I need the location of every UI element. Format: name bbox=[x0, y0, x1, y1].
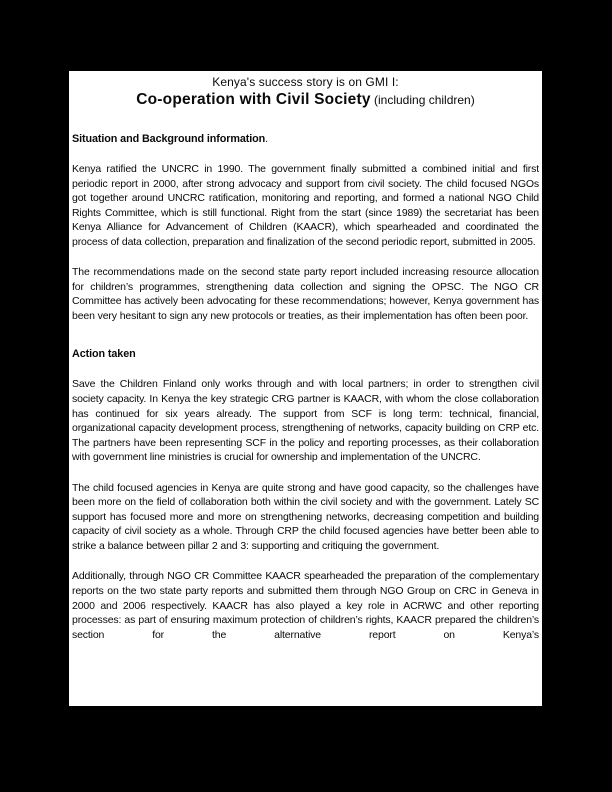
section-heading-action-taken-text: Action taken bbox=[72, 348, 136, 361]
body-paragraph: Kenya ratified the UNCRC in 1990. The government finally submitted a combined initial and first periodic report in 2000, after strong advocacy and support from civil society. The child focused NGOs got together around UNCRC ratification, monitoring and reporting, and formed a national NGO Child Rights Committee, which is still functional. Right from the start (since 1989) the secretariat has been Kenya Alliance for Advancement of Children (KAACR), which spearheaded and coordinated the process of data collection, preparation and finalization of the second periodic report, submitted in 2005. bbox=[72, 163, 539, 248]
document-title-suffix: (including children) bbox=[370, 93, 475, 107]
body-paragraph: The child focused agencies in Kenya are quite strong and have good capacity, so the challenges have been more on the field of collaboration both within the civil society and with the government. Lately SC support has focused more and more on strengthening networks, decreasing competition and building capacity of civil society as a whole. Through CRP the child focused agencies have better been able to strike a balance between pillar 2 and 3: supporting and critiquing the government. bbox=[72, 481, 539, 552]
body-paragraph-cut-off: Additionally, through NGO CR Committee KAACR spearheaded the preparation of the complementary reports on the two state party reports and submitted them through NGO Group on CRC in Geneva in 2000 and 2006 respectively. KAACR has also played a key role in ACRWC and other reporting processes: as part of ensuring maximum protection of children’s rights, KAACR prepared the children’s section for the alternative report on Kenya’s bbox=[72, 570, 539, 641]
document-title bbox=[72, 90, 539, 110]
section-heading-situation bbox=[72, 132, 539, 147]
header-subtitle: Kenya's success story is on GMI I: bbox=[212, 75, 399, 89]
body-paragraph: Save the Children Finland only works through and with local partners; in order to strengthen civil society capacity. In Kenya the key strategic CRG partner is KAACR, with whom the close collaboration has continued for six years already. The support from SCF is long term: technical, financial, organizational capacity development process, strengthening of networks, capacity building on CRP etc. The partners have been representing SCF in the policy and reporting processes, as their collaboration with government line ministries is crucial for ownership and implementation of the UNCRC. bbox=[72, 378, 539, 464]
document-page bbox=[69, 71, 542, 706]
section-heading-situation-text: Situation and Background information bbox=[72, 133, 266, 145]
section-heading-action-taken bbox=[72, 347, 539, 362]
document-title-bold: Co-operation with Civil Society bbox=[136, 91, 371, 108]
body-paragraph: The recommendations made on the second state party report included increasing resource allocation for children’s programmes, strengthening data collection and signing the OPSC. The NGO CR Committee has actively been advocating for these recommendations; however, Kenya government has been very hesitant to sign any new protocols or treaties, as their implementation has often been poor. bbox=[72, 266, 539, 322]
section-heading-situation-period: . bbox=[265, 133, 269, 145]
